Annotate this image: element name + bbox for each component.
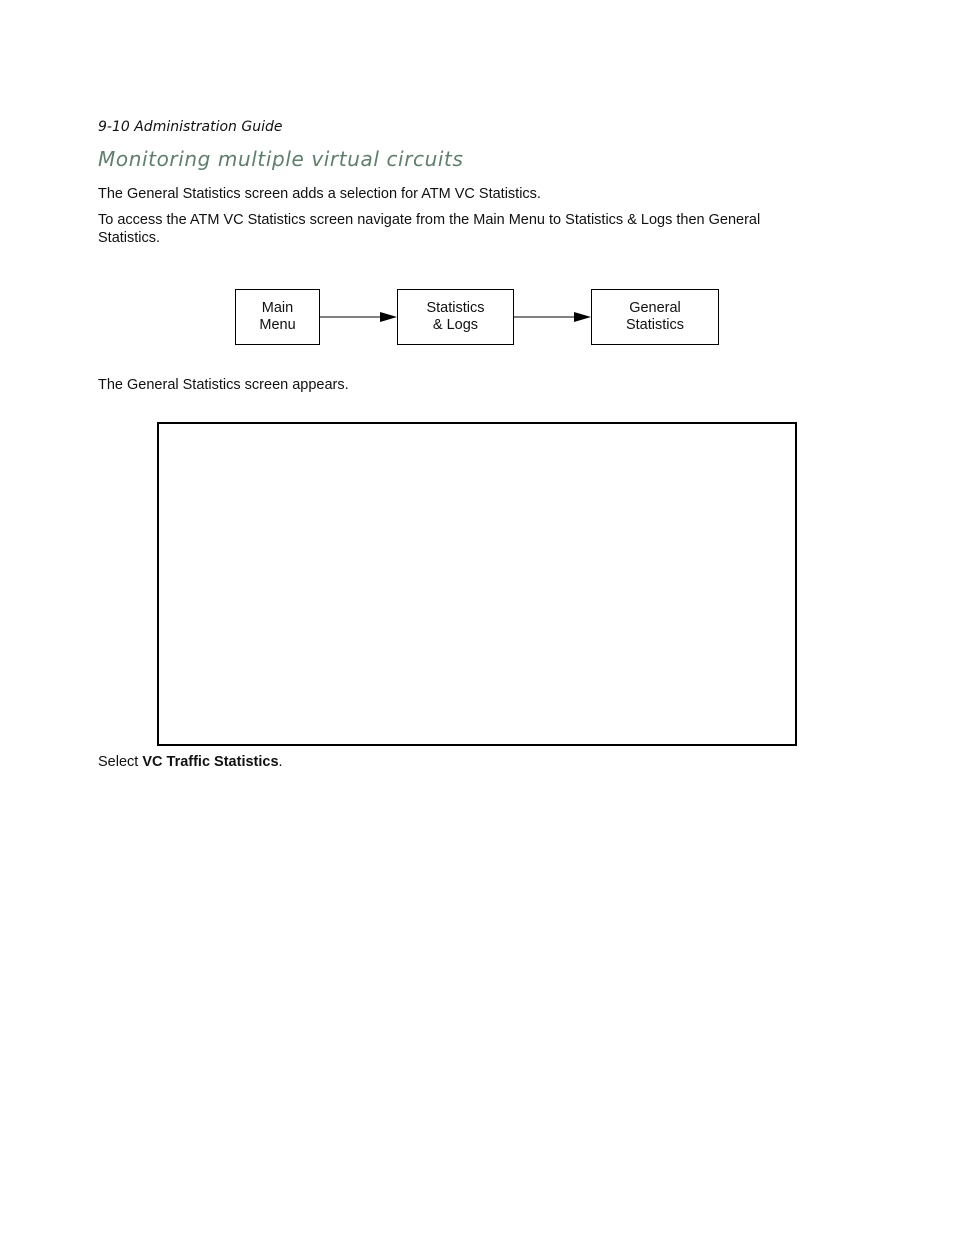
intro-paragraph: The General Statistics screen adds a selection for ATM VC Statistics. — [98, 186, 541, 202]
flow-step-label: Statistics & Logs — [426, 300, 485, 333]
screen-appears-paragraph: The General Statistics screen appears. — [98, 377, 349, 393]
navigation-paragraph: To access the ATM VC Statistics screen navigate from the Main Menu to Statistics & Logs then General Statistics. — [98, 212, 761, 246]
vc-traffic-statistics-label: VC Traffic Statistics — [142, 754, 279, 770]
running-head: 9-10 Administration Guide — [98, 119, 283, 135]
select-suffix: . — [278, 754, 283, 770]
flow-step-statistics-logs — [397, 289, 514, 345]
flow-step-label: General Statistics — [625, 300, 684, 333]
flow-step-general-statistics — [591, 289, 719, 345]
flow-step-main-menu — [235, 289, 320, 345]
flow-arrow-1 — [320, 312, 397, 322]
select-instruction — [98, 753, 814, 771]
select-prefix: Select — [98, 754, 143, 770]
flow-arrow-2 — [514, 312, 591, 322]
flow-step-label: Main Menu — [259, 300, 296, 333]
screen-capture-frame — [157, 422, 797, 746]
section-title: Monitoring multiple virtual circuits — [98, 147, 464, 171]
